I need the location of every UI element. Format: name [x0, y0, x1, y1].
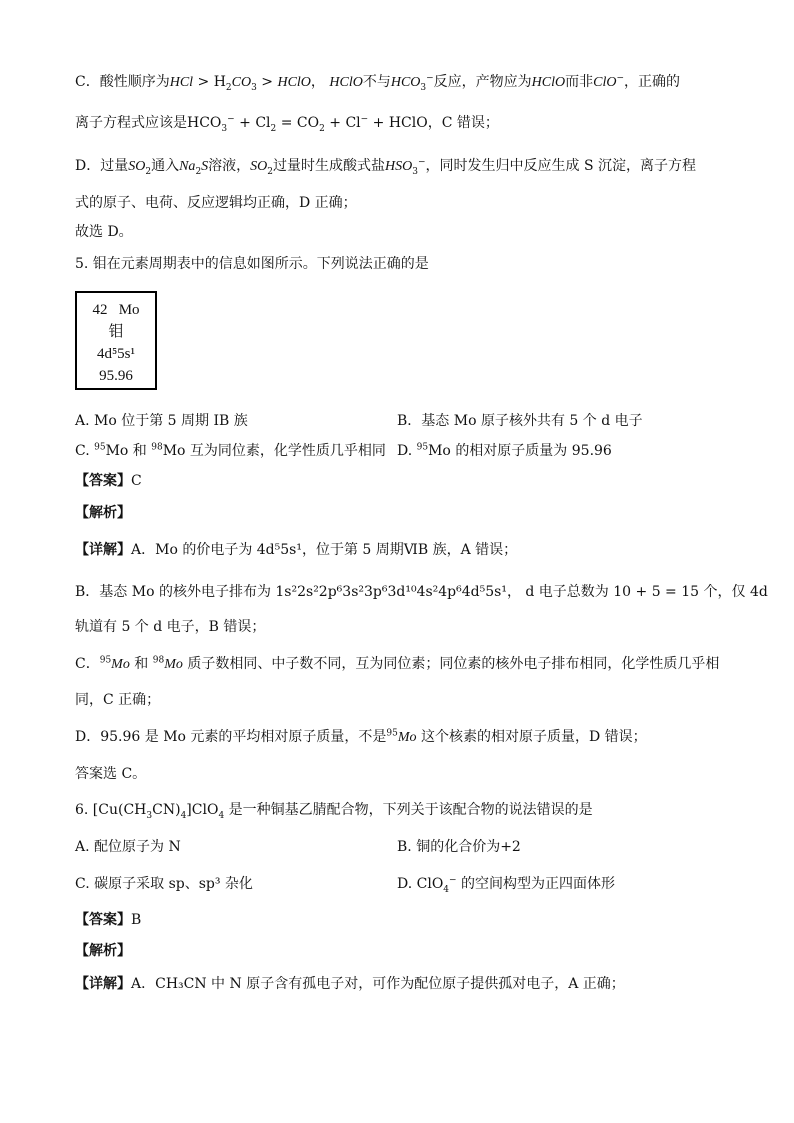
- q6-expl-a: 【详解】A．CH₃CN 中 N 原子含有孤电子对，可作为配位原子提供孤对电子，A 正确；: [75, 976, 625, 992]
- element-config: 4d⁵5s¹: [96, 346, 136, 362]
- q6-option-c: C. 碳原子采取 sp、sp³ 杂化: [75, 876, 253, 892]
- q5-expl-c1: C．$^{95}$Mo 和 $^{98}$Mo 质子数相同、中子数不同，互为同位素；同位素的核外电子排布相同，化学性质几乎相: [75, 655, 720, 672]
- element-info-box: [75, 291, 157, 390]
- q4-d-line2: 式的原子、电荷、反应逻辑均正确，D 正确；: [75, 195, 357, 211]
- q5-expl-b1: B．基态 Mo 的核外电子排布为 1s²2s²2p⁶3s²3p⁶3d¹⁰4s²4p⁶4d⁵5s¹， d 电子总数为 10 + 5 = 15 个，仅 4d: [75, 584, 768, 600]
- q5-expl-b2: 轨道有 5 个 d 电子，B 错误；: [75, 619, 266, 635]
- q5-expl-d: D．95.96 是 Mo 元素的平均相对原子质量，不是$^{95}$Mo 这个核素的相对原子质量，D 错误；: [75, 728, 647, 745]
- q6-option-a: A. 配位原子为 N: [75, 839, 181, 855]
- q5-option-c: C. $^{95}$Mo 和 $^{98}$Mo 互为同位素，化学性质几乎相同: [75, 442, 386, 459]
- q4-c-line1: C．酸性顺序为HCl > $H_2CO_3$ > HClO， HClO不与$HCO_3^-$反应，产物应为HClO而非ClO−，正确的: [75, 73, 681, 93]
- q6-option-d: D. ClO$_4$− 的空间构型为正四面体形: [397, 875, 616, 895]
- q6-option-b: B. 铜的化合价为+2: [397, 839, 521, 855]
- q4-c-line2: 离子方程式应该是$HCO_3^- + Cl_2 = CO_2 + Cl^-$ + HClO，C 错误；: [75, 114, 499, 134]
- q5-expl-a: 【详解】A．Mo 的价电子为 4d⁵5s¹，位于第 5 周期ⅥB 族，A 错误；: [75, 542, 518, 558]
- q4-d-line1: D．过量$SO_2$通入$Na_2S$溶液，$SO_2$过量时生成酸式盐$HSO_3^-$，同时发生归中反应生成 S 沉淀，离子方程: [75, 157, 697, 177]
- q5-option-b: B．基态 Mo 原子核外共有 5 个 d 电子: [397, 413, 643, 429]
- q4-final-answer: 故选 D。: [75, 224, 133, 240]
- element-number-symbol: 42 Mo: [92, 302, 140, 318]
- q5-answer: 【答案】C: [75, 473, 142, 489]
- element-mass: 95.96: [99, 368, 133, 384]
- q5-option-d: D. $^{95}$Mo 的相对原子质量为 95.96: [397, 442, 612, 459]
- q6-analysis-label: 【解析】: [75, 943, 131, 959]
- q6-answer: 【答案】B: [75, 912, 142, 928]
- q5-final-answer: 答案选 C。: [75, 766, 147, 782]
- q5-stem: 5. 钼在元素周期表中的信息如图所示。下列说法正确的是: [75, 256, 429, 272]
- element-name: 钼: [108, 324, 124, 340]
- q5-expl-c2: 同，C 正确；: [75, 692, 161, 708]
- q6-stem: 6. $[Cu(CH_3CN)_4]ClO_4$ 是一种铜基乙腈配合物，下列关于该配合物的说法错误的是: [75, 802, 593, 821]
- q5-analysis-label: 【解析】: [75, 505, 131, 521]
- q5-option-a: A. Mo 位于第 5 周期 IB 族: [75, 413, 248, 429]
